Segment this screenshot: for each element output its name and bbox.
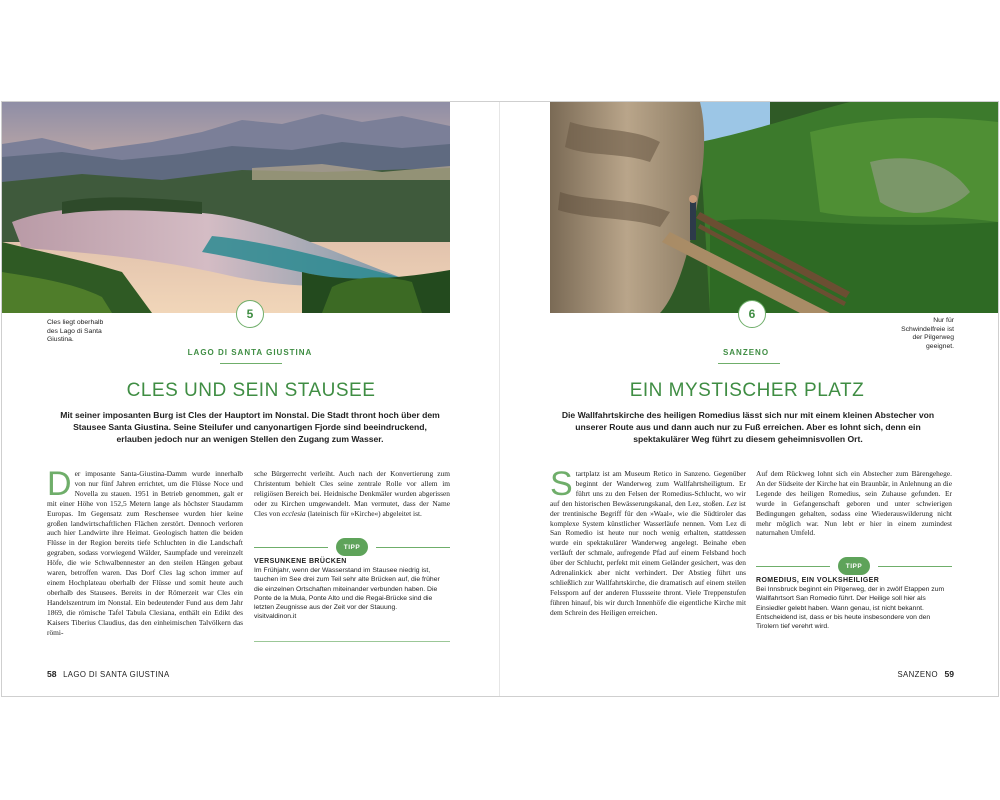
tip-body — [254, 558, 450, 622]
tip-body — [756, 577, 952, 631]
footer-section: LAGO DI SANTA GIUSTINA — [63, 670, 170, 679]
drop-cap: D — [47, 465, 72, 503]
photo-caption: Nur für Schwindelfreie ist der Pilgerweg geeignet. — [901, 317, 954, 350]
section-rule — [220, 363, 282, 364]
body-text: Auf dem Rückweg lohnt sich ein Abstecher zum Bärengehege. An der Südseite der Kirche hat ein Braunbär, in Anlehnung an die Legende des heiligen Romedius, sein Zuhause gefunden. Er wurde in Gefangenschaft geboren und unter schwierigen Bedingungen gehalten, sodass eine Wiederauswilderung nicht mehr möglich war. Nun lebt er hier in einem zumindest naturnahen Umfeld. — [756, 469, 952, 538]
tip-rule — [878, 566, 952, 567]
tip-pill: TIPP — [336, 538, 368, 556]
body-text: ist der trentinische Begriff für den »Waal«, wie die Südtiroler das komplexe System künstlicher Wasserläufe nennen. Vom Lez di San Romedio ist heute nur noch wenig erhalten, stattdessen wurde ein spektakulärer Wanderweg angelegt. Beinahe eben verläuft der schmale, aufregende Pfad auf einem Felsband hoch über der Schlucht, perfekt mit einem Geländer gesichert, was den Adrenalinkick aber nicht verhindert. Der Abstieg führt uns schließlich zur Wallfahrtskirche, die dramatisch auf einem steilen Felssporn auf der anderen Flussseite thront. Viele Treppenstufen führen hinauf, bis wir durch Innenhöfe die eigentliche Kirche mit dem Schrein des Heiligen erreichen. — [550, 498, 746, 617]
drop-cap: S — [550, 465, 573, 503]
lead-paragraph: Die Wallfahrtskirche des heiligen Romedius lässt sich nur mit einem kleinen Abstecher von unserer Route aus und dann auch nur zu Fuß erreichen. Aber es lohnt sich, denn ein spektakulärer Weg führt zu diesem geheimnisvollen Ort. — [561, 410, 935, 445]
stop-number-badge: 6 — [738, 300, 766, 328]
tip-title: VERSUNKENE BRÜCKEN — [254, 558, 347, 565]
body-column-1 — [550, 465, 746, 618]
tip-title: ROMEDIUS, EIN VOLKSHEILIGER — [756, 577, 880, 584]
body-column-2 — [756, 469, 952, 538]
section-label: LAGO DI SANTA GIUSTINA — [187, 348, 313, 357]
page-headline: EIN MYSTISCHER PLATZ — [629, 380, 865, 401]
stop-number-badge: 5 — [236, 300, 264, 328]
lead-paragraph: Mit seiner imposanten Burg ist Cles der Hauptort im Nonstal. Die Stadt thront hoch über dem Stausee Santa Giustina. Seine Steilufer und canyonartigen Fjorde sind beeindruckend, erlauben jedoch nur an wenigen Stellen den Zugang zum Wasser. — [60, 410, 440, 445]
page-headline: CLES UND SEIN STAUSEE — [126, 380, 376, 401]
tip-bottom-rule — [254, 641, 450, 642]
body-text: sche Bürgerrecht verleiht. Auch nach der Konvertierung zum Christentum behielt Cles seine zentrale Rolle vor allem im religiösen Bereich bei. Heidnische Denkmäler wurden abgerissen oder zu Kirchen umgewandelt. Man vermutet, dass der Name Cles von — [254, 469, 450, 518]
body-text: tartplatz ist am Museum Retico in Sanzeno. Gegenüber beginnt der Wanderweg zum Wallfahrtsheiligtum. Er führt uns zu den Felsen der Romedius-Schlucht, wo wir auf den historischen Bewässerungskanal, den Lez, stoßen. — [550, 469, 746, 508]
photo-caption: Cles liegt oberhalb des Lago di Santa Giustina. — [47, 319, 104, 344]
tip-rule — [254, 547, 328, 548]
tip-link[interactable]: visitvaldinon.it — [254, 613, 297, 621]
tip-rule — [756, 566, 830, 567]
gorge-photo — [550, 102, 998, 313]
book-spread — [1, 101, 999, 697]
tip-text: Im Frühjahr, wenn der Wasserstand im Stausee niedrig ist, tauchen im See drei zum Teil sehr alte Brücken auf, die früher die einzelnen Ortschaften miteinander verbunden haben. Die Ponte de la Mula, Ponte Alto und die Regai-Brücke sind die letzten Zeugnisse aus der Zeit vor der Stauung. — [254, 567, 440, 612]
body-text-italic: ecclesia — [281, 508, 306, 518]
page-number: 58 — [47, 669, 57, 679]
right-page — [500, 102, 998, 696]
body-text-italic: Lez — [726, 498, 737, 508]
tip-text: Bei Innsbruck beginnt ein Pilgerweg, der in zwölf Etappen zum Wallfahrtsort San Romedio führt. Der Heilige soll hier als Einsiedler gelebt haben. Wann genau, ist nicht bekannt. Entscheidend ist, dass er bis heute insbesondere von den Tirolern tief verehrt wird. — [756, 586, 945, 631]
page-footer — [47, 669, 170, 679]
section-label: SANZENO — [722, 348, 770, 357]
tip-rule — [376, 547, 450, 548]
body-text: er imposante Santa-Giustina-Damm wurde innerhalb von nur fünf Jahren errichtet, um die Flüsse Noce und Novella zu stauen. 1951 in Betrieb genommen, galt er mit einer Höhe von 152,5 Metern lange als höchster Staudamm Europas. Im Gegensatz zum Reschensee wurden hier keine großen landwirtschaftlichen Flächen zerstört. Dennoch verloren auch hier Landwirte ihre Heimat. Geologisch hatten die beiden Flüsse in der Region bereits tiefe Schluchten in die Landschaft gegraben, sodass vorwiegend Wälder, Saumpfade und vereinzelt Höfe, die wie Schwalbennester an den steilen Hängen gebaut waren, betroffen waren. Das Dorf Cles lag schon immer auf einem Hochplateau oberhalb der Flüsse und somit heute auch oberhalb des Stausees. Bereits in der Römerzeit war Cles ein Handelszentrum im Nonstal. Ein bedeutender Fund aus dem Jahr 1869, die römische Tafel Tabula Clesiana, enthält ein Edikt des Kaisers Tiberius Claudius, das den einheimischen Talvölkern das römi- — [47, 469, 243, 637]
body-column-2 — [254, 469, 450, 519]
left-page — [2, 102, 500, 696]
footer-section: SANZENO — [897, 670, 938, 679]
tip-pill: TIPP — [838, 557, 870, 575]
body-column-1 — [47, 465, 243, 637]
page-number: 59 — [944, 669, 954, 679]
section-rule — [718, 363, 780, 364]
page-footer — [897, 669, 954, 679]
lake-photo — [2, 102, 450, 313]
body-text: (lateinisch für »Kirche«) abgeleitet ist. — [305, 508, 422, 518]
